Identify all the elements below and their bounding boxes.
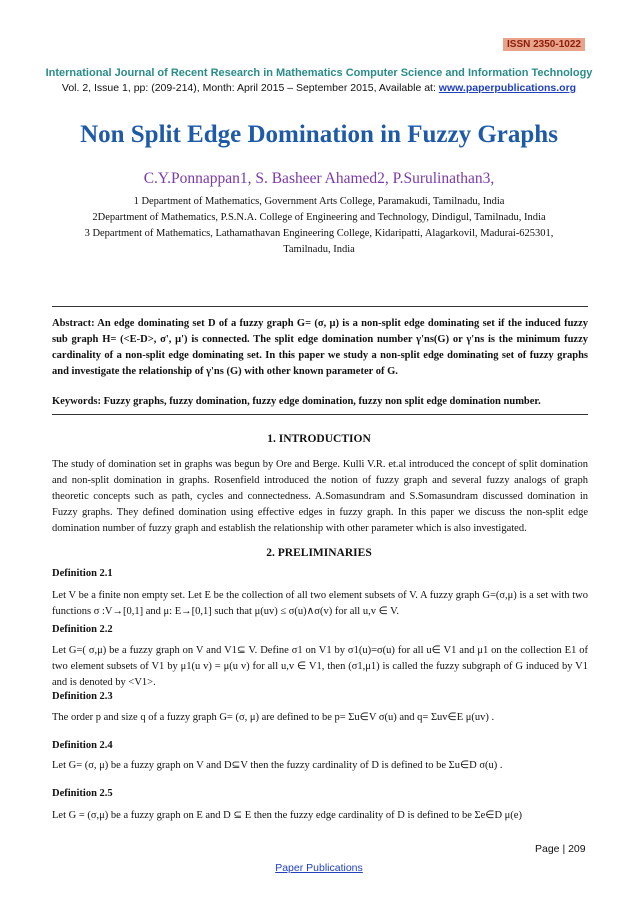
def21-title: Definition 2.1 <box>52 568 113 579</box>
paper-title: Non Split Edge Domination in Fuzzy Graphs <box>80 121 558 148</box>
affiliation-3: 3 Department of Mathematics, Lathamathavan Engineering College, Kidaripatti, Alagarkovil, Madurai-625301, <box>84 228 554 239</box>
abstract: Abstract: An edge dominating set D of a fuzzy graph G= (σ, μ) is a non-split edge dominating set if the induced fuzzy sub graph H= (<E-D>, σ', μ') is connected. The split edge domination number γ'ns(G) or γ'ns is the minimum fuzzy cardinality of a non-split edge dominating set. In this paper we study a non-split edge dominating set of fuzzy graphs and investigate the relationship of γ'ns (G) with other known parameter of G. <box>52 318 588 377</box>
intro-text: The study of domination set in graphs was begun by Ore and Berge. Kulli V.R. et.al introduced the concept of split domination and non-split domination in graphs. Rosenfield introduced the notion of fuzzy graph and several fuzzy analogs of graph theoretic concepts such as path, cycles and connectedness. A.Somasundram and S.Somasundram discussed domination in Fuzzy graphs. They defined domination using effective edges in fuzzy graph. In this paper we discuss the non-split edge domination number of fuzzy graph and establish the relationship with other parameter which is also investigated. <box>52 459 588 534</box>
def23-text: The order p and size q of a fuzzy graph G= (σ, μ) are defined to be p= Σu∈V σ(u) and q= Σuv∈E μ(uv) . <box>52 712 495 723</box>
abstract-bottom-rule <box>52 414 588 415</box>
def24-text: Let G= (σ, μ) be a fuzzy graph on V and D⊆V then the fuzzy cardinality of D is defined to be Σu∈D σ(u) . <box>52 760 503 771</box>
affiliation-3-cont: Tamilnadu, India <box>283 244 355 255</box>
def25-title: Definition 2.5 <box>52 788 113 799</box>
authors: C.Y.Ponnappan1, S. Basheer Ahamed2, P.Surulinathan3, <box>143 170 495 187</box>
publisher-link[interactable]: Paper Publications <box>275 862 363 874</box>
volume-line <box>0 82 638 94</box>
affiliation-2: 2Department of Mathematics, P.S.N.A. College of Engineering and Technology, Dindigul, Tamilnadu, India <box>92 212 546 223</box>
volume-text: Vol. 2, Issue 1, pp: (209-214), Month: April 2015 – September 2015, Available at: <box>61 82 439 94</box>
def23-title: Definition 2.3 <box>52 691 113 702</box>
page-number: Page | 209 <box>535 843 586 855</box>
def25-text: Let G = (σ,μ) be a fuzzy graph on E and D ⊆ E then the fuzzy edge cardinality of D is defined to be Σe∈D μ(e) <box>52 810 522 821</box>
affiliation-1: 1 Department of Mathematics, Government Arts College, Paramakudi, Tamilnadu, India <box>133 196 505 207</box>
def24-title: Definition 2.4 <box>52 740 113 751</box>
def22-text: Let G=( σ,μ) be a fuzzy graph on V and V1⊆ V. Define σ1 on V1 by σ1(u)=σ(u) for all u∈ V1 and μ1 on the collection E1 of two element subsets of V1 by μ1(u v) = μ(u v) for all u,v ∈ V1, then (σ1,μ1) is called the fuzzy subgraph of G induced by V1 and is denoted by <V1>. <box>52 645 588 688</box>
prelim-heading: 2. PRELIMINARIES <box>266 547 372 559</box>
keywords: Keywords: Fuzzy graphs, fuzzy domination, fuzzy edge domination, fuzzy non split edge domination number. <box>52 396 541 407</box>
intro-heading: 1. INTRODUCTION <box>267 433 371 445</box>
journal-name: International Journal of Recent Research in Mathematics Computer Science and Information Technology <box>45 67 593 79</box>
issn-badge: ISSN 2350-1022 <box>503 38 585 51</box>
abstract-top-rule <box>52 306 588 307</box>
def22-title: Definition 2.2 <box>52 624 113 635</box>
journal-url-link[interactable]: www.paperpublications.org <box>438 82 577 94</box>
def21-text: Let V be a finite non empty set. Let E be the collection of all two element subsets of V. A fuzzy graph G=(σ,μ) is a set with two functions σ :V→[0,1] and μ: E→[0,1] such that μ(uv) ≤ σ(u)∧σ(v) for all u,v ∈ V. <box>52 590 588 617</box>
